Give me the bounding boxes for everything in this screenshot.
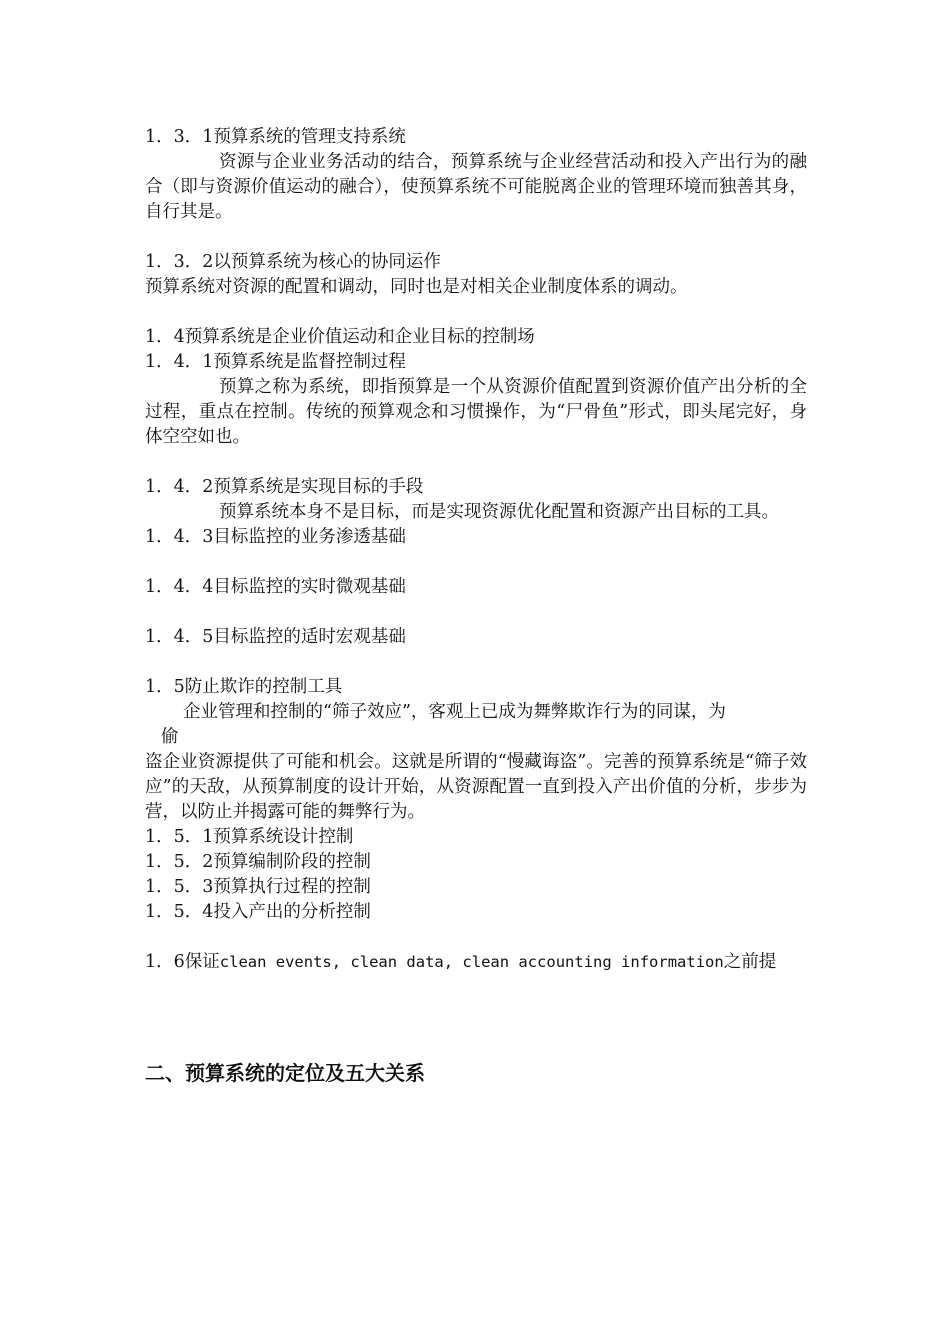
section-1-4-2-title: 1．4．2预算系统是实现目标的手段 <box>145 477 424 497</box>
section-1-6-suffix: 之前提 <box>723 952 777 972</box>
section-1-4-1-title: 1．4．1预算系统是监督控制过程 <box>145 352 406 372</box>
section-1-4-5-title: 1．4．5目标监控的适时宏观基础 <box>145 627 406 647</box>
document-body <box>145 125 807 975</box>
section-1-5-paragraph-orphan: 偷 <box>161 727 179 747</box>
section-1-5-4-title: 1．5．4投入产出的分析控制 <box>145 902 371 922</box>
section-1-4-2-paragraph: 预算系统本身不是目标，而是实现资源优化配置和资源产出目标的工具。 <box>219 502 779 522</box>
spacer <box>145 925 807 950</box>
spacer <box>145 650 807 675</box>
section-1-3-2-paragraph: 预算系统对资源的配置和调动，同时也是对相关企业制度体系的调动。 <box>145 277 688 297</box>
section-1-5-title: 1．5防止欺诈的控制工具 <box>145 677 343 697</box>
section-1-4-4-title: 1．4．4目标监控的实时微观基础 <box>145 577 406 597</box>
section-1-3-1-paragraph: 资源与企业业务活动的结合，预算系统与企业经营活动和投入产出行为的融合（即与资源价值运动的融合），使预算系统不可能脱离企业的管理环境而独善其身，自行其是。 <box>145 152 807 222</box>
section-1-4-1-paragraph: 预算之称为系统，即指预算是一个从资源价值配置到资源价值产出分析的全过程，重点在控制。传统的预算观念和习惯操作，为“尸骨鱼”形式，即头尾完好，身体空空如也。 <box>145 377 807 447</box>
section-1-5-1-title: 1．5．1预算系统设计控制 <box>145 827 354 847</box>
spacer <box>145 225 807 250</box>
section-1-6-english-terms: clean events, clean data, clean accounting information <box>219 953 724 971</box>
spacer <box>145 450 807 475</box>
section-1-6-title <box>145 950 807 975</box>
spacer <box>145 300 807 325</box>
spacer <box>145 550 807 575</box>
section-1-5-paragraph-rest: 盗企业资源提供了可能和机会。这就是所谓的“慢藏诲盗”。完善的预算系统是“筛子效应”的天敌，从预算制度的设计开始，从资源配置一直到投入产出价值的分析，步步为营，以防止并揭露可能的舞弊行为。 <box>145 752 807 822</box>
section-1-4-title: 1．4预算系统是企业价值运动和企业目标的控制场 <box>145 327 535 347</box>
section-1-5-3-title: 1．5．3预算执行过程的控制 <box>145 877 371 897</box>
spacer <box>145 600 807 625</box>
chapter-2-heading: 二、预算系统的定位及五大关系 <box>145 1061 425 1085</box>
section-1-6-prefix: 1．6保证 <box>145 952 220 972</box>
section-1-5-paragraph-line-1: 企业管理和控制的“筛子效应”，客观上已成为舞弊欺诈行为的同谋，为 <box>183 702 726 722</box>
section-1-3-2-title: 1．3．2以预算系统为核心的协同运作 <box>145 252 441 272</box>
section-1-4-3-title: 1．4．3目标监控的业务渗透基础 <box>145 527 406 547</box>
section-1-5-2-title: 1．5．2预算编制阶段的控制 <box>145 852 371 872</box>
section-1-3-1-title: 1．3．1预算系统的管理支持系统 <box>145 127 406 147</box>
